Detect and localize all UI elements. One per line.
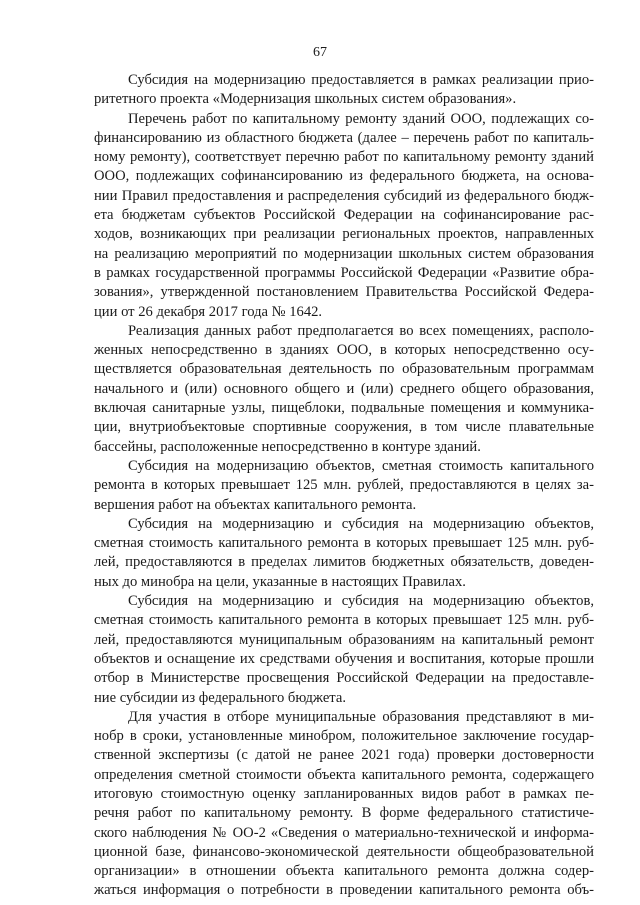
text-line: нии Правил предоставления и распределения субсидий из федерального бюдж- [94,187,594,204]
text-line: Субсидия на модернизацию и субсидия на модернизацию объектов, [128,593,594,610]
text-line: ООО, подлежащих софинансированию из федерального бюджета, на основа- [94,168,594,185]
text-line: на реализацию мероприятий по модернизации школьных систем образования [94,245,594,262]
text-line: итоговую стоимостную оценку запланированных видов работ в рамках пе- [94,785,594,802]
text-line: Субсидия на модернизацию предоставляется в рамках реализации прио- [128,72,594,88]
text-line: ремонта в которых превышает 125 млн. рублей, предоставляются в целях за- [94,477,594,494]
text-line: определения сметной стоимости объекта капитального ремонта, содержащего [94,766,594,783]
paragraph [94,708,594,901]
text-line: включая санитарные узлы, пищеблоки, подвальные помещения и коммуника- [94,400,594,417]
text-line: ных до минобра на цели, указанные в настоящих Правилах. [94,573,466,590]
text-line: ского наблюдения № ОО-2 «Сведения о материально-технической и информа- [94,824,594,841]
text-line: ета бюджетам субъектов Российской Федерации на софинансирование рас- [94,207,594,224]
text-line: ственной экспертизы (с датой не ранее 2021 года) проверки достоверности [94,747,594,764]
text-line: начального и (или) основного общего и (или) среднего общего образования, [94,380,594,397]
text-line: ционной базе, финансово-экономической деятельности общеобразовательной [94,843,594,860]
paragraph [94,110,594,322]
text-line: финансированию из областного бюджета (далее – перечень работ по капиталь- [94,129,594,146]
text-line: вершения работ на объектах капитального ремонта. [94,496,417,513]
text-line: организации» в отношении объекта капитального ремонта должна содер- [94,863,594,880]
paragraph [94,71,594,110]
text-line: женных непосредственно в зданиях ООО, в которых непосредственно осу- [94,342,594,359]
text-line: в рамках государственной программы Российской Федерации «Развитие обра- [94,264,594,281]
text-line: ществляется образовательная деятельность по образовательным программам [94,361,594,378]
text-line: сметная стоимость капитального ремонта в которых превышает 125 млн. руб- [94,612,594,629]
text-line: ние субсидии из федерального бюджета. [94,689,346,706]
paragraph [94,515,594,592]
text-line: Перечень работ по капитальному ремонту зданий ООО, подлежащих со- [128,110,594,127]
text-line: ходов, возникающих при реализации региональных проектов, направленных [94,226,594,243]
text-line: бассейны, расположенные непосредственно в контуре зданий. [94,438,481,455]
text-line: ции от 26 декабря 2017 года № 1642. [94,303,323,320]
page-number: 67 [313,45,327,60]
text-line: зования», утвержденной постановлением Правительства Российской Федера- [94,284,594,301]
paragraph [94,457,594,515]
text-line: речня работ по капитальному ремонту. В форме федерального статистиче- [94,805,594,822]
text-line: лей, предоставляются в пределах лимитов бюджетных обязательств, доведен- [94,554,594,571]
text-line: Субсидия на модернизацию объектов, сметная стоимость капитального [128,457,594,474]
text-line: сметная стоимость капитального ремонта в которых превышает 125 млн. руб- [94,535,594,552]
paragraph [94,322,594,457]
text-line: объектов и оснащение их средствами обучения и воспитания, которые прошли [94,650,594,667]
text-line: лей, предоставляются муниципальным образованиям на капитальный ремонт [94,631,594,648]
text-line: Для участия в отборе муниципальные образования представляют в ми- [128,708,594,725]
text-line: ции, внутриобъектовые спортивные сооружения, в том числе плавательные [94,419,594,436]
text-line: ному ремонту), соответствует перечню работ по капитальному ремонту зданий [94,149,594,166]
text-line: Субсидия на модернизацию и субсидия на модернизацию объектов, [128,515,594,532]
text-line: жаться информация о потребности в проведении капитального ремонта объ- [94,882,594,899]
paragraph [94,592,594,708]
text-line: ритетного проекта «Модернизация школьных систем образования». [94,91,517,108]
text-line: нобр в сроки, установленные минобром, положительное заключение государ- [94,728,594,745]
text-line: отбор в Министерстве просвещения Российской Федерации на предоставле- [94,670,594,687]
text-line: Реализация данных работ предполагается во всех помещениях, располо- [128,322,594,339]
document-body [94,71,594,901]
